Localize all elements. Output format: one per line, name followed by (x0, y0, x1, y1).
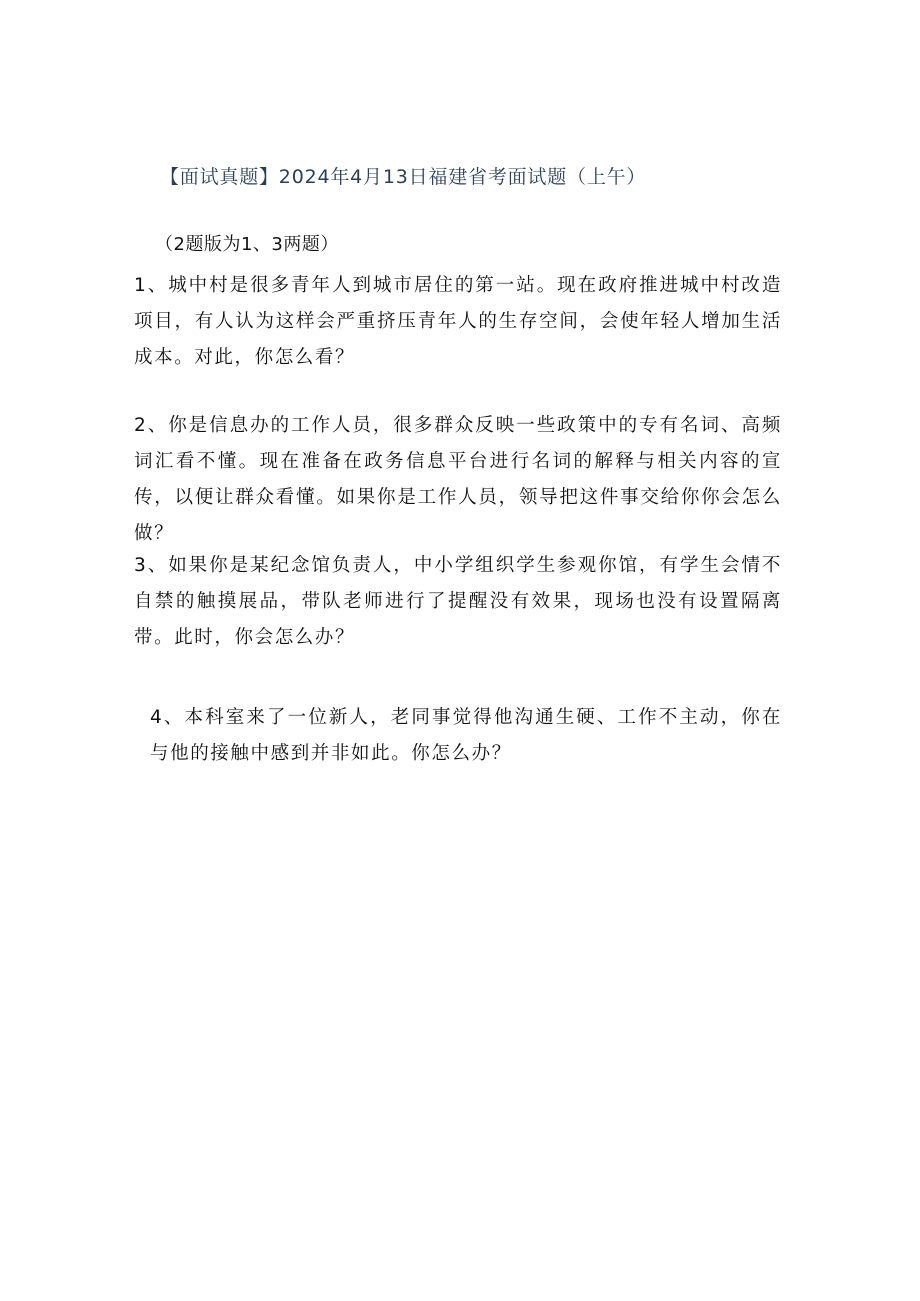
question-2: 2、你是信息办的工作人员，很多群众反映一些政策中的专有名词、高频词汇看不懂。现在准备在政务信息平台进行名词的解释与相关内容的宣传，以便让群众看懂。如果你是工作人员，领导把这件事交给你你会怎么做？ (134, 415, 782, 544)
question-3: 3、如果你是某纪念馆负责人，中小学组织学生参观你馆，有学生会情不自禁的触摸展品，带队老师进行了提醒没有效果，现场也没有设置隔离带。此时，你会怎么办？ (134, 555, 782, 648)
version-note: （2题版为1、3两题） (155, 234, 339, 255)
question-1: 1、城中村是很多青年人到城市居住的第一站。现在政府推进城中村改造项目，有人认为这样会严重挤压青年人的生存空间，会使年轻人增加生活成本。对此，你怎么看？ (134, 275, 782, 368)
question-4: 4、本科室来了一位新人，老同事觉得他沟通生硬、工作不主动，你在与他的接触中感到并非如此。你怎么办？ (150, 707, 782, 764)
page-title: 【面试真题】2024年4月13日福建省考面试题（上午） (160, 166, 647, 188)
